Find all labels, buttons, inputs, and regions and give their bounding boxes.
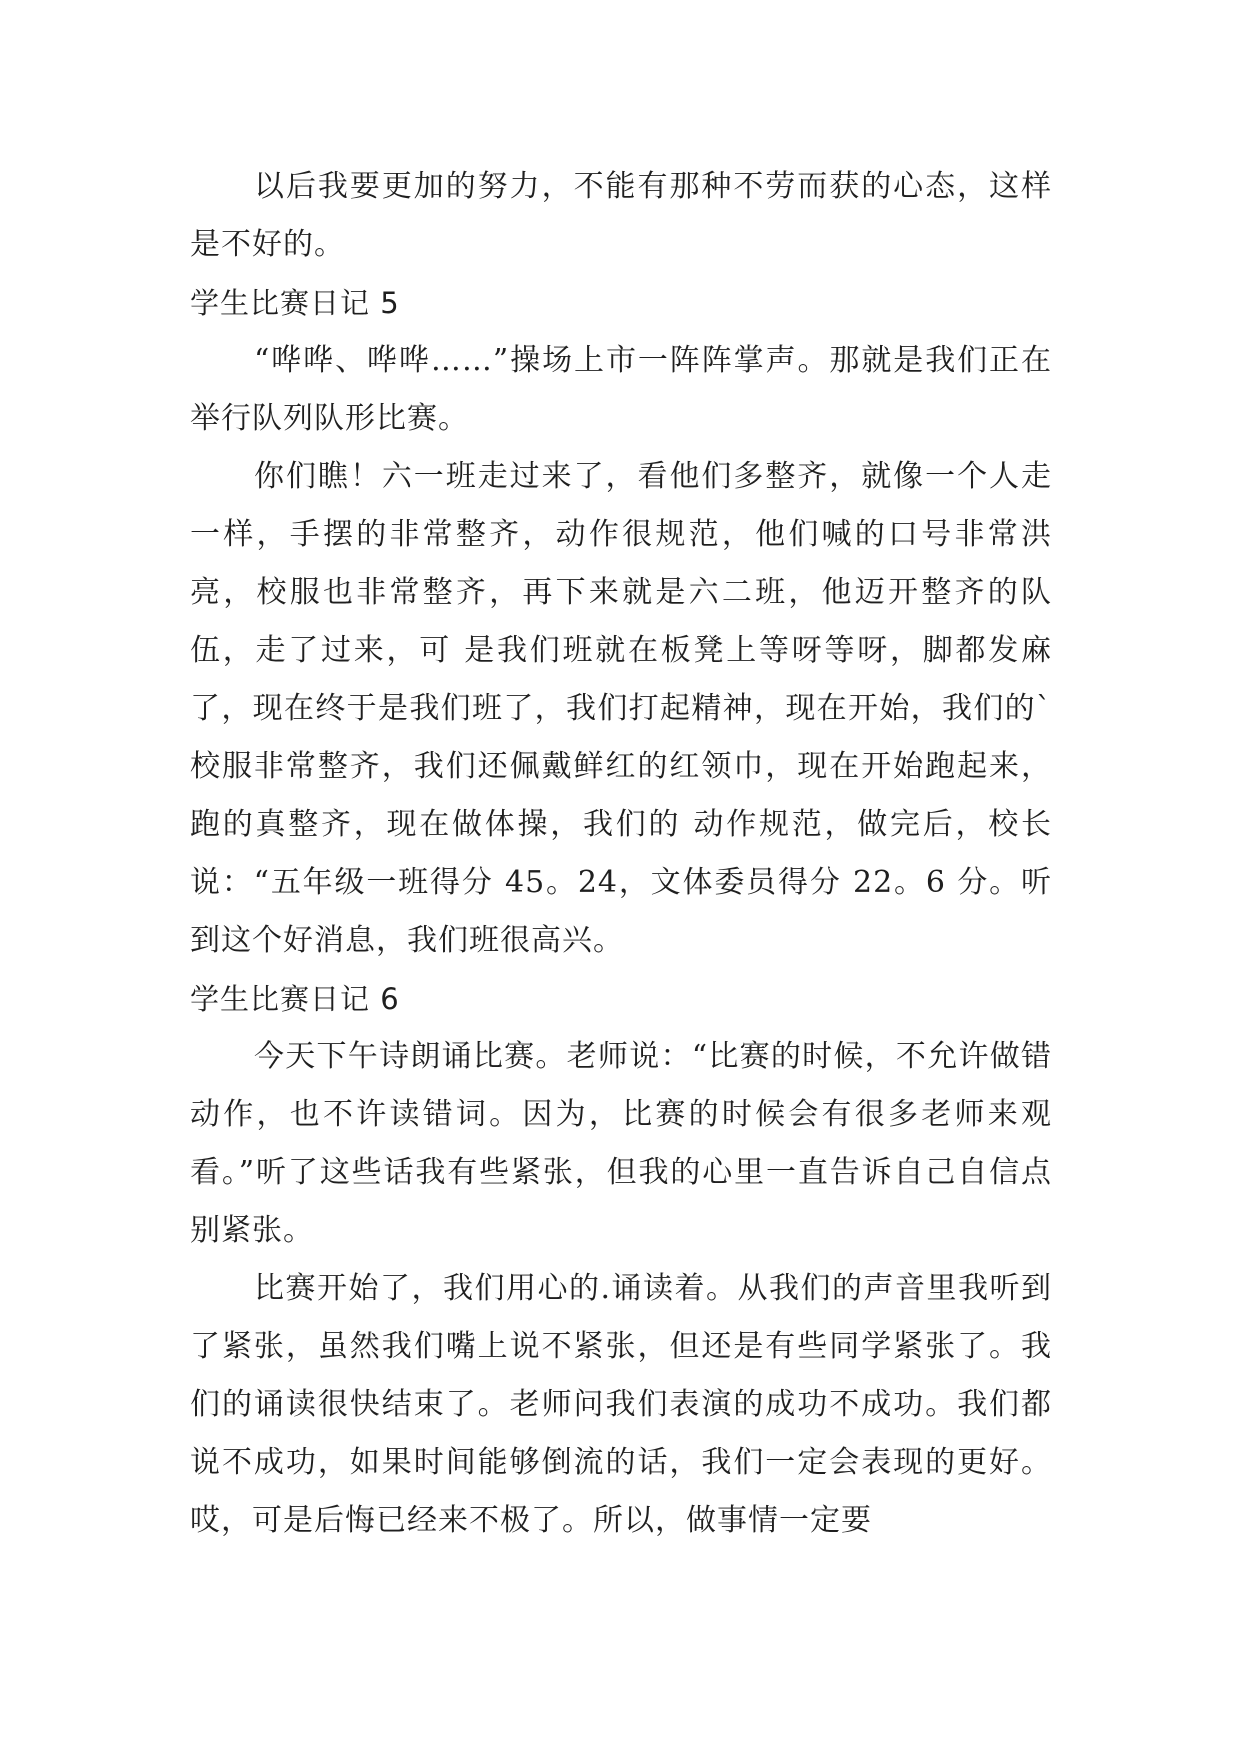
- document-body: [190, 158, 1052, 1550]
- section-heading-6: 学生比赛日记 6: [190, 982, 400, 1016]
- paragraph-2: “哗哗、哗哗……”操场上市一阵阵掌声。那就是我们正在举行队列队形比赛。: [190, 343, 1052, 436]
- section-heading-5: 学生比赛日记 5: [190, 286, 400, 320]
- paragraph-4: 今天下午诗朗诵比赛。老师说：“比赛的时候，不允许做错动作，也不许读错词。因为，比赛的时候会有很多老师来观看。”听了这些话我有些紧张，但我的心里一直告诉自己自信点别紧张。: [190, 1039, 1052, 1248]
- paragraph-3: 你们瞧！六一班走过来了，看他们多整齐，就像一个人走一样，手摆的非常整齐，动作很规范，他们喊的口号非常洪亮，校服也非常整齐，再下来就是六二班，他迈开整齐的队伍，走了过来，可 是我们班就在板凳上等呀等呀，脚都发麻了，现在终于是我们班了，我们打起精神，现在开始，我们的`校服非常整齐，我们还佩戴鲜红的红领巾，现在开始跑起来，跑的真整齐，现在做体操，我们的 动作规范，做完后，校长说：“五年级一班得分 45。24，文体委员得分 22。6 分。听到这个好消息，我们班很高兴。: [190, 459, 1052, 958]
- paragraph-5: 比赛开始了，我们用心的.诵读着。从我们的声音里我听到了紧张，虽然我们嘴上说不紧张，但还是有些同学紧张了。我们的诵读很快结束了。老师问我们表演的成功不成功。我们都说不成功，如果时间能够倒流的话，我们一定会表现的更好。哎，可是后悔已经来不极了。所以，做事情一定要: [190, 1271, 1052, 1538]
- paragraph-1: 以后我要更加的努力，不能有那种不劳而获的心态，这样是不好的。: [190, 169, 1052, 262]
